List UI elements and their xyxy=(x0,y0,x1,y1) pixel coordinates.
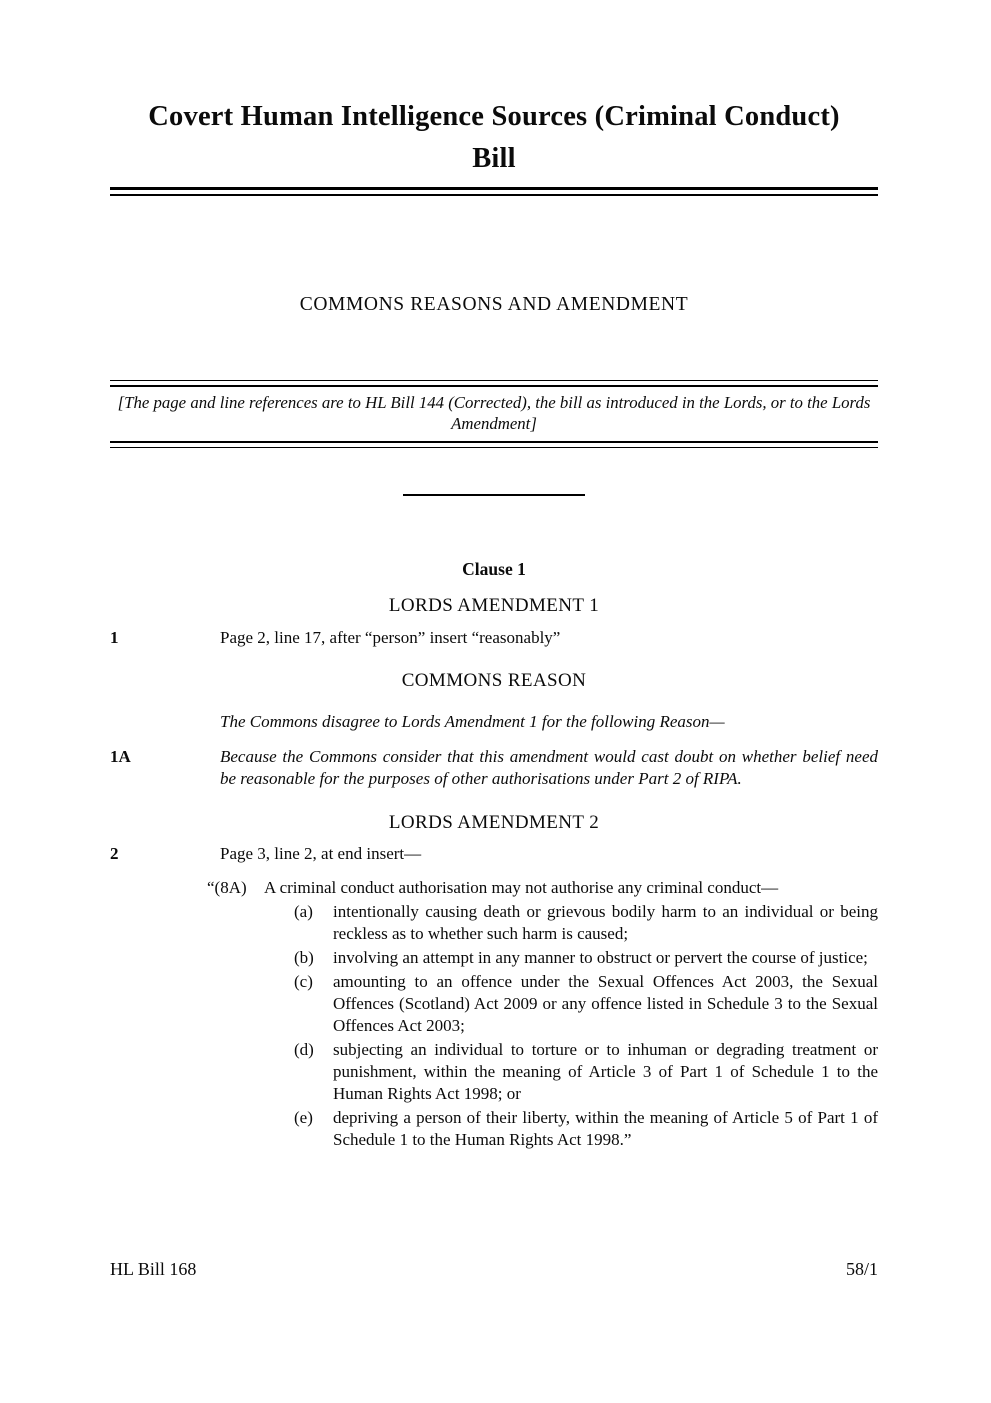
paragraph-e-text: depriving a person of their liberty, within the meaning of Article 5 of Part 1 of Schedule 1 to the Human Rights Act 1998.” xyxy=(333,1108,878,1149)
commons-reason-heading: COMMONS REASON xyxy=(401,670,587,691)
bill-title xyxy=(110,96,878,180)
reason-intro-item xyxy=(110,711,878,733)
clause-heading: Clause 1 xyxy=(462,559,526,579)
reason-item-1a xyxy=(110,746,878,790)
footer-serial-number: 58/1 xyxy=(845,1259,878,1279)
subsection-8a-content xyxy=(264,877,878,1151)
amendment-1-number: 1 xyxy=(110,628,119,647)
paragraph-d-text: subjecting an individual to torture or to inhuman or degrading treatment or punishment, within the meaning of Article 3 of Part 1 of Schedule 1 to the Human Rights Act 1998; or xyxy=(333,1040,878,1103)
subsection-8a-marker: “(8A) xyxy=(207,878,247,897)
bill-title-line2: Bill xyxy=(472,143,516,174)
reference-note-text: [The page and line references are to HL Bill 144 (Corrected), the bill as introduced in the Lords, or to the Lords Amendment] xyxy=(117,393,871,433)
title-double-rule xyxy=(110,187,878,196)
paragraph-a-text: intentionally causing death or grievous bodily harm to an individual or being reckless as to whether such harm is caused; xyxy=(333,902,878,943)
reference-note-panel xyxy=(110,380,878,448)
paragraph-item-a xyxy=(294,901,878,945)
subsection-8a xyxy=(207,877,878,1151)
paragraph-a-marker: (a) xyxy=(294,902,313,921)
paragraph-c-marker: (c) xyxy=(294,972,313,991)
section-divider-rule xyxy=(403,494,585,496)
reason-1a-number: 1A xyxy=(110,747,131,766)
page-footer xyxy=(110,1258,878,1280)
lords-amendment-2-heading: LORDS AMENDMENT 2 xyxy=(388,812,600,833)
paragraph-item-e xyxy=(294,1107,878,1151)
paragraph-d-marker: (d) xyxy=(294,1040,314,1059)
reason-1a-text: Because the Commons consider that this amendment would cast doubt on whether belief need be reasonable for the purposes of other authorisations under Part 2 of RIPA. xyxy=(220,747,878,788)
amendment-item-1 xyxy=(110,627,878,649)
amendment-2-text: Page 3, line 2, at end insert— xyxy=(220,844,422,863)
paragraph-e-marker: (e) xyxy=(294,1108,313,1127)
subsection-8a-text: A criminal conduct authorisation may not authorise any criminal conduct— xyxy=(264,878,779,897)
paragraph-c-text: amounting to an offence under the Sexual Offences Act 2003, the Sexual Offences (Scotland) Act 2009 or any offence listed in Schedule 3 to the Sexual Offences Act 2003; xyxy=(333,972,878,1035)
doc-type-heading: COMMONS REASONS AND AMENDMENT xyxy=(299,294,689,315)
paragraph-item-c xyxy=(294,971,878,1037)
panel-bottom-rule xyxy=(110,441,878,448)
paragraph-b-marker: (b) xyxy=(294,948,314,967)
panel-top-rule xyxy=(110,380,878,387)
reason-intro-number xyxy=(110,711,220,733)
paragraph-item-d xyxy=(294,1039,878,1105)
amendment-1-text: Page 2, line 17, after “person” insert “reasonably” xyxy=(220,628,561,647)
footer-bill-number: HL Bill 168 xyxy=(110,1259,197,1279)
bill-title-line1: Covert Human Intelligence Sources (Criminal Conduct) xyxy=(148,101,840,132)
lords-amendment-1-heading: LORDS AMENDMENT 1 xyxy=(388,595,600,616)
paragraph-item-b xyxy=(294,947,878,969)
amendment-2-number: 2 xyxy=(110,844,119,863)
paragraph-b-text: involving an attempt in any manner to obstruct or pervert the course of justice; xyxy=(333,948,868,967)
amendment-item-2 xyxy=(110,843,878,865)
reason-intro-text: The Commons disagree to Lords Amendment 1 for the following Reason— xyxy=(220,712,725,731)
